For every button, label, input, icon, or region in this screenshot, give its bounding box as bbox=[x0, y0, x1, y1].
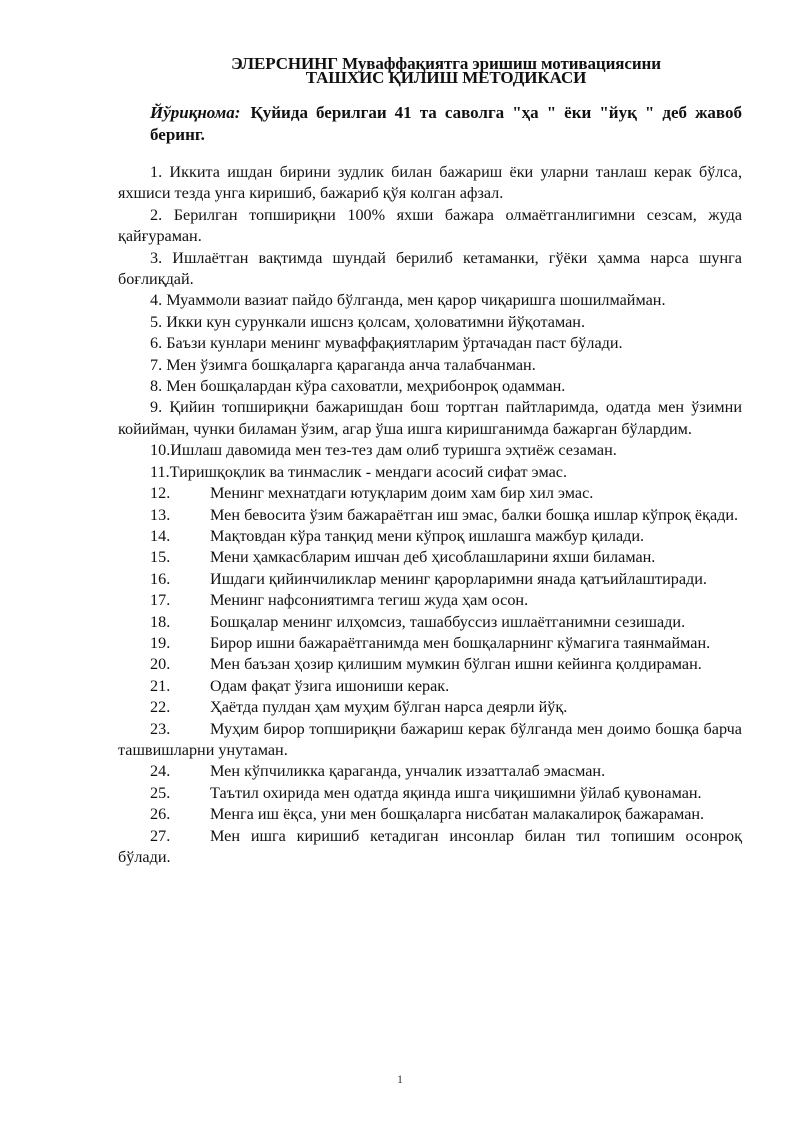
question-text: Мен ишга киришиб кетадиган инсонлар билан тил топишим осонроқ бўлади. bbox=[118, 826, 742, 866]
question-number: 3. bbox=[150, 248, 163, 267]
question-item bbox=[118, 440, 742, 461]
question-text: Иккита ишдан бирини зудлик билан бажариш ёки уларни танлаш керак бўлса, яхшиси тезда унга киришиб, бажариб қўя колган афзал. bbox=[118, 163, 742, 203]
question-item bbox=[118, 826, 742, 869]
question-item bbox=[118, 654, 742, 675]
question-number: 7. bbox=[150, 355, 163, 374]
question-text: Мен ўзимга бошқаларга қараганда анча талабчанман. bbox=[166, 355, 536, 374]
question-item bbox=[118, 612, 742, 633]
question-number: 27. bbox=[150, 826, 171, 845]
question-number: 2. bbox=[150, 205, 163, 224]
question-item bbox=[118, 547, 742, 568]
question-item bbox=[118, 312, 742, 333]
question-text: Ишдаги қийинчиликлар менинг қарорларимни янада қатъийлаштиради. bbox=[210, 569, 707, 588]
question-number: 15. bbox=[150, 548, 171, 567]
question-number: 5. bbox=[150, 312, 163, 331]
question-number: 8. bbox=[150, 377, 163, 396]
question-item bbox=[118, 483, 742, 504]
question-text: Қийин топшириқни бажаришдан бош тортган пайтларимда, одатда мен ўзимни койийман, чунки биламан ўзим, агар ўша ишга киришганимда бажарган бўлардим. bbox=[118, 398, 742, 438]
question-item bbox=[118, 333, 742, 354]
question-text: Менинг мехнатдаги ютуқларим доим хам бир хил эмас. bbox=[210, 484, 594, 503]
question-number: 13. bbox=[150, 505, 171, 524]
question-text: Одам фақат ўзига ишониши керак. bbox=[210, 676, 450, 695]
question-text: Тиришқоқлик ва тинмаслик - мендаги асосий сифат эмас. bbox=[169, 462, 568, 481]
question-item bbox=[118, 590, 742, 611]
question-item bbox=[118, 505, 742, 526]
question-text: Икки кун сурункали ишснз қолсам, ҳоловатимни йўқотаман. bbox=[166, 312, 586, 331]
question-item bbox=[118, 462, 742, 483]
question-text: Мақтовдан кўра танқид мени кўпроқ ишлашга мажбур қилади. bbox=[210, 526, 645, 545]
question-text: Ҳаётда пулдан ҳам муҳим бўлган нарса деярли йўқ. bbox=[210, 698, 568, 717]
question-item bbox=[118, 205, 742, 248]
question-number: 4. bbox=[150, 291, 163, 310]
question-item bbox=[118, 526, 742, 547]
document-title-line-2: ТАШХИС ҚИЛИШ МЕТОДИКАСИ bbox=[305, 68, 587, 87]
question-number: 10. bbox=[150, 441, 171, 460]
question-number: 21. bbox=[150, 676, 171, 695]
question-text: Мен бошқалардан кўра саховатли, меҳрибонроқ одамман. bbox=[166, 377, 566, 396]
question-text: Берилган топшириқни 100% яхши бажара олмаётганлигимни сезсам, жуда қайғураман. bbox=[118, 205, 743, 246]
question-item bbox=[118, 376, 742, 397]
question-item bbox=[118, 162, 742, 205]
question-item bbox=[118, 783, 742, 804]
question-number: 18. bbox=[150, 612, 171, 631]
question-text: Муаммоли вазиат пайдо бўлганда, мен қарор чиқаришга шошилмайман. bbox=[166, 291, 666, 310]
question-item bbox=[118, 569, 742, 590]
question-item bbox=[118, 397, 742, 440]
question-number: 16. bbox=[150, 569, 171, 588]
question-item bbox=[118, 633, 742, 654]
question-number: 6. bbox=[150, 334, 163, 353]
question-number: 14. bbox=[150, 526, 171, 545]
question-item bbox=[118, 697, 742, 718]
question-number: 11. bbox=[150, 462, 170, 481]
question-text: Таътил охирида мен одатда яқинда ишга чиқишимни ўйлаб қувонаман. bbox=[210, 783, 702, 802]
question-item bbox=[118, 804, 742, 825]
instruction-text: Қуйида берилгаи 41 та саволга "ҳа " ёки "йуқ " деб жавоб беринг. bbox=[150, 103, 742, 144]
question-number: 25. bbox=[150, 783, 171, 802]
question-text: Мен бевосита ўзим бажараётган иш эмас, балки бошқа ишлар кўпроқ ёқади. bbox=[210, 505, 739, 524]
question-item bbox=[118, 355, 742, 376]
question-number: 26. bbox=[150, 805, 171, 824]
question-number: 19. bbox=[150, 633, 171, 652]
question-text: Ишлаётган вақтимда шундай берилиб кетаманки, гўёки ҳамма нарса шунга боғлиқдай. bbox=[118, 248, 742, 289]
question-number: 12. bbox=[150, 484, 171, 503]
question-item bbox=[118, 761, 742, 782]
question-number: 22. bbox=[150, 698, 171, 717]
instruction-paragraph bbox=[150, 102, 742, 145]
question-number: 9. bbox=[150, 398, 163, 417]
question-text: Менга иш ёқса, уни мен бошқаларга нисбатан малакалироқ бажараман. bbox=[210, 805, 705, 824]
question-item bbox=[118, 676, 742, 697]
question-text: Мен кўпчиликка қараганда, унчалик иззатталаб эмасман. bbox=[210, 762, 606, 781]
question-number: 1. bbox=[150, 163, 163, 181]
question-text: Ишлаш давомида мен тез-тез дам олиб туришга эҳтиёж сезаман. bbox=[170, 441, 617, 460]
page-number: 1 bbox=[397, 1072, 403, 1086]
question-number: 17. bbox=[150, 591, 171, 610]
instruction-lead: Йўриқнома: bbox=[150, 103, 241, 122]
question-text: Бошқалар менинг илҳомсиз, ташаббуссиз ишлаётганимни сезишади. bbox=[210, 612, 686, 631]
question-item bbox=[118, 248, 742, 291]
question-number: 23. bbox=[150, 719, 171, 738]
question-text: Баъзи кунлари менинг муваффақиятларим ўртачадан паст бўлади. bbox=[166, 334, 623, 353]
question-number: 20. bbox=[150, 655, 171, 674]
document-title-line-1: ЭЛЕРСНИНГ Муваффақиятга эришиш мотивациясини bbox=[231, 54, 661, 73]
question-number: 24. bbox=[150, 762, 171, 781]
question-item bbox=[118, 719, 742, 762]
question-item bbox=[118, 290, 742, 311]
question-text: Мени ҳамкасбларим ишчан деб ҳисоблашларини яхши биламан. bbox=[210, 548, 656, 567]
question-list bbox=[118, 162, 742, 868]
question-text: Менинг нафсониятимга тегиш жуда ҳам осон. bbox=[210, 591, 529, 610]
question-text: Мен баъзан ҳозир қилишим мумкин бўлган ишни кейинга қолдираман. bbox=[210, 655, 702, 674]
question-text: Муҳим бирор топшириқни бажариш керак бўлганда мен доимо бошқа барча ташвишларни унутаман. bbox=[118, 719, 742, 759]
question-text: Бирор ишни бажараётганимда мен бошқаларнинг кўмагига таянмайман. bbox=[210, 633, 711, 652]
